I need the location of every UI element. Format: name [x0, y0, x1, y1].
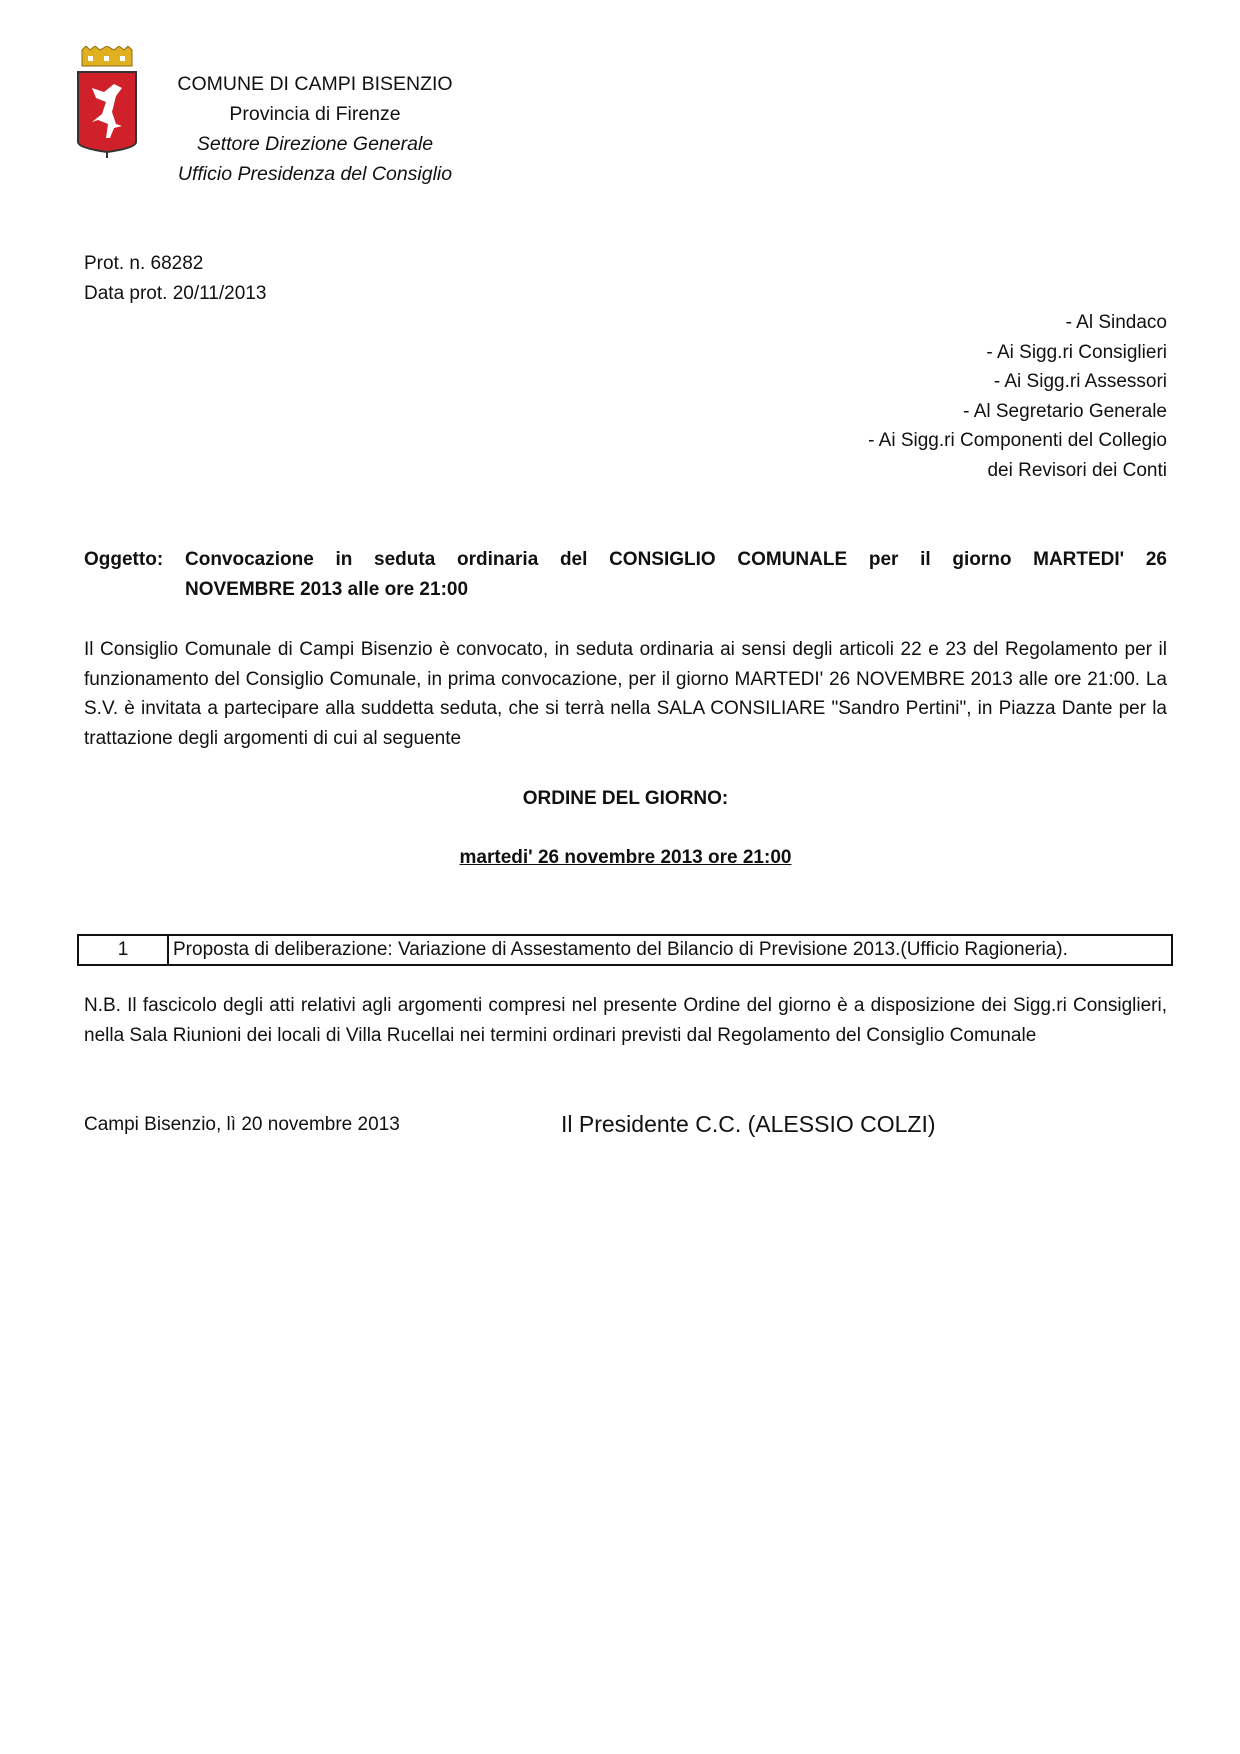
recipient: - Ai Sigg.ri Consiglieri	[986, 341, 1167, 363]
recipients-list	[868, 308, 1167, 485]
subject-line1: Convocazione in seduta ordinaria del CONSIGLIO COMUNALE per il giorno MARTEDI' 26	[185, 549, 1167, 570]
subject-label: Oggetto:	[84, 549, 164, 570]
protocol-number: Prot. n. 68282	[84, 253, 204, 274]
item-number: 1	[78, 935, 168, 965]
org-name: COMUNE DI CAMPI BISENZIO	[177, 73, 453, 95]
agenda-title: ORDINE DEL GIORNO:	[522, 788, 729, 809]
table-row	[78, 935, 1172, 965]
signature: Il Presidente C.C. (ALESSIO COLZI)	[561, 1111, 936, 1137]
sector: Settore Direzione Generale	[196, 133, 434, 155]
agenda-table	[77, 934, 1173, 966]
municipal-crest-logo	[76, 46, 138, 158]
item-text: Proposta di deliberazione: Variazione di Assestamento del Bilancio di Previsione 2013.(Ufficio Ragioneria).	[168, 935, 1172, 965]
place-date: Campi Bisenzio, lì 20 novembre 2013	[84, 1114, 400, 1135]
subject-line2: NOVEMBRE 2013 alle ore 21:00	[185, 578, 469, 600]
protocol-date: Data prot. 20/11/2013	[84, 283, 267, 304]
office: Ufficio Presidenza del Consiglio	[177, 163, 453, 185]
recipient: - Al Segretario Generale	[963, 400, 1167, 422]
note-paragraph: N.B. Il fascicolo degli atti relativi agli argomenti compresi nel presente Ordine del giorno è a disposizione dei Sigg.ri Consiglieri, nella Sala Riunioni dei locali di Villa Rucellai nei termini ordinari previsti dal Regolamento del Consiglio Comunale	[84, 995, 1167, 1046]
recipient: - Ai Sigg.ri Assessori	[993, 371, 1167, 392]
agenda-date: martedi' 26 novembre 2013 ore 21:00	[459, 847, 792, 868]
recipient: - Ai Sigg.ri Componenti del Collegio	[868, 430, 1167, 451]
recipient: - Al Sindaco	[1065, 312, 1167, 333]
recipient: dei Revisori dei Conti	[987, 459, 1167, 481]
subject	[84, 545, 1167, 604]
body-paragraph: Il Consiglio Comunale di Campi Bisenzio è convocato, in seduta ordinaria ai sensi degli articoli 22 e 23 del Regolamento per il funzionamento del Consiglio Comunale, in prima convocazione, per il giorno MARTEDI' 26 NOVEMBRE 2013 alle ore 21:00. La S.V. è invitata a partecipare alla suddetta seduta, che si terrà nella SALA CONSILIARE "Sandro Pertini", in Piazza Dante per la trattazione degli argomenti di cui al seguente	[84, 639, 1167, 749]
province: Provincia di Firenze	[229, 103, 401, 125]
